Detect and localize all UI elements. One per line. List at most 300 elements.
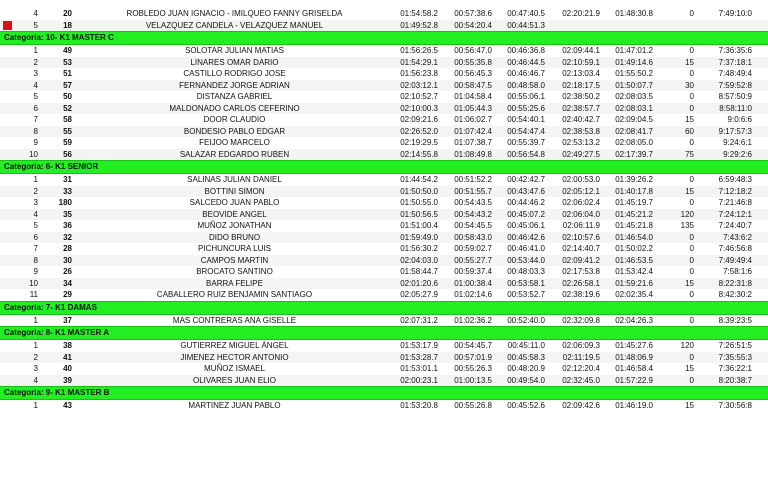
bib-number-cell: 40 bbox=[63, 364, 72, 373]
split-time-2-cell: 01:02:36.2 bbox=[454, 315, 492, 325]
split-time-5-cell: 01:39:26.2 bbox=[615, 175, 653, 184]
split-time-5-cell: 01:55:50.2 bbox=[615, 69, 653, 78]
bib-number-cell: 180 bbox=[58, 198, 72, 207]
split-time-4-cell: 02:06:11.9 bbox=[562, 221, 600, 230]
position-cell: 8 bbox=[33, 255, 38, 265]
split-time-4-cell: 02:38:50.2 bbox=[562, 92, 600, 101]
split-time-2-cell: 00:55:26.8 bbox=[454, 401, 492, 410]
split-time-2-cell: 00:54:45.7 bbox=[454, 341, 492, 350]
bib-number-cell: 56 bbox=[63, 149, 72, 159]
split-time-3-cell: 00:55:06.1 bbox=[507, 92, 545, 101]
split-time-2-cell: 00:59:37.4 bbox=[454, 267, 492, 276]
total-time-cell: 7:26:51:5 bbox=[718, 341, 752, 350]
penalty-cell: 15 bbox=[685, 401, 694, 410]
split-time-1-cell: 02:09:21.6 bbox=[400, 115, 438, 124]
split-time-3-cell: 00:54:40.1 bbox=[507, 115, 545, 124]
position-cell: 1 bbox=[33, 315, 38, 325]
table-row bbox=[0, 220, 768, 232]
bib-number-cell: 57 bbox=[63, 80, 72, 90]
split-time-1-cell: 01:59:49.0 bbox=[400, 232, 438, 242]
split-time-5-cell: 02:08:05.0 bbox=[615, 138, 653, 147]
table-row bbox=[0, 137, 768, 149]
position-cell: 8 bbox=[33, 126, 38, 136]
penalty-cell: 0 bbox=[689, 92, 694, 101]
split-time-1-cell: 02:00:23.1 bbox=[400, 375, 438, 385]
split-time-1-cell: 02:10:00.3 bbox=[400, 103, 438, 113]
split-time-5-cell: 01:45:21.2 bbox=[615, 209, 653, 219]
bib-number-cell: 28 bbox=[63, 244, 72, 253]
split-time-5-cell: 01:47:01.2 bbox=[615, 46, 653, 55]
split-time-1-cell: 02:03:12.1 bbox=[400, 80, 438, 90]
competitor-name-cell: SOLOTAR JULIAN MATIAS bbox=[185, 46, 284, 55]
bib-number-cell: 58 bbox=[63, 115, 72, 124]
split-time-1-cell: 01:54:58.2 bbox=[400, 9, 438, 18]
total-time-cell: 8:39:23:5 bbox=[718, 315, 752, 325]
split-time-5-cell: 01:50:02.2 bbox=[615, 244, 653, 253]
split-time-1-cell: 01:58:44.7 bbox=[400, 267, 438, 276]
split-time-2-cell: 00:57:01.9 bbox=[454, 352, 492, 362]
competitor-name-cell: FEIJOO MARCELO bbox=[199, 138, 270, 147]
bib-number-cell: 29 bbox=[63, 290, 72, 299]
split-time-4-cell: 02:17:53.8 bbox=[562, 267, 600, 276]
bib-number-cell: 53 bbox=[63, 57, 72, 67]
total-time-cell: 7:21:46:8 bbox=[718, 198, 752, 207]
table-row bbox=[0, 197, 768, 209]
split-time-5-cell: 01:45:27.6 bbox=[615, 341, 653, 350]
split-time-4-cell: 02:09:44.1 bbox=[562, 46, 600, 55]
total-time-cell: 7:58:1:6 bbox=[723, 267, 752, 276]
split-time-2-cell: 01:00:38.4 bbox=[454, 278, 492, 288]
split-time-3-cell: 00:46:36.8 bbox=[507, 46, 545, 55]
bib-number-cell: 51 bbox=[63, 69, 72, 78]
table-row bbox=[0, 80, 768, 92]
split-time-4-cell: 02:11:19.5 bbox=[562, 352, 600, 362]
position-cell: 2 bbox=[33, 57, 38, 67]
split-time-2-cell: 01:07:42.4 bbox=[454, 126, 492, 136]
competitor-name-cell: VELAZQUEZ CANDELA - VELAZQUEZ MANUEL bbox=[145, 20, 324, 30]
competitor-name-cell: ROBLEDO JUAN IGNACIO - IMILQUEO FANNY GRISELDA bbox=[126, 9, 343, 18]
split-time-4-cell: 02:32:09.8 bbox=[562, 315, 600, 325]
position-cell: 3 bbox=[33, 69, 38, 78]
split-time-5-cell: 01:46:54.0 bbox=[615, 232, 653, 242]
penalty-cell: 0 bbox=[689, 175, 694, 184]
split-time-3-cell: 00:46:42.6 bbox=[507, 232, 545, 242]
bib-number-cell: 38 bbox=[63, 341, 72, 350]
category-label: Categoria: 10- K1 MASTER C bbox=[4, 33, 114, 42]
table-row bbox=[0, 8, 768, 20]
competitor-name-cell: CABALLERO RUIZ BENJAMIN SANTIAGO bbox=[156, 290, 313, 299]
competitor-name-cell: DOOR CLAUDIO bbox=[203, 115, 266, 124]
split-time-3-cell: 00:48:20.9 bbox=[507, 364, 545, 373]
split-time-1-cell: 01:50:56.5 bbox=[400, 209, 438, 219]
category-header bbox=[0, 301, 768, 315]
total-time-cell: 8:22:31:8 bbox=[718, 278, 752, 288]
split-time-4-cell: 02:32:45.0 bbox=[562, 375, 600, 385]
split-time-3-cell: 00:44:46.2 bbox=[507, 198, 545, 207]
position-cell: 4 bbox=[33, 9, 38, 18]
split-time-5-cell: 02:17:39.7 bbox=[615, 149, 653, 159]
bib-number-cell: 30 bbox=[63, 255, 72, 265]
red-flag-marker bbox=[3, 21, 12, 30]
total-time-cell: 9:24:6:1 bbox=[723, 138, 752, 147]
split-time-3-cell: 00:47:40.5 bbox=[507, 9, 545, 18]
split-time-1-cell: 01:53:20.8 bbox=[400, 401, 438, 410]
penalty-cell: 15 bbox=[685, 278, 694, 288]
position-cell: 1 bbox=[33, 46, 38, 55]
position-cell: 5 bbox=[33, 20, 38, 30]
split-time-4-cell: 02:00:53.0 bbox=[562, 175, 600, 184]
position-cell: 2 bbox=[33, 186, 38, 196]
total-time-cell: 7:48:49:4 bbox=[718, 69, 752, 78]
table-row bbox=[0, 57, 768, 69]
category-label: Categoria: 7- K1 DAMAS bbox=[4, 302, 97, 312]
total-time-cell: 7:43:6:2 bbox=[723, 232, 752, 242]
position-cell: 4 bbox=[33, 375, 38, 385]
split-time-4-cell: 02:38:57.7 bbox=[562, 103, 600, 113]
split-time-3-cell: 00:46:44.5 bbox=[507, 57, 545, 67]
position-cell: 10 bbox=[29, 149, 38, 159]
split-time-3-cell: 00:48:58.0 bbox=[507, 80, 545, 90]
table-row bbox=[0, 375, 768, 387]
category-header bbox=[0, 326, 768, 340]
competitor-name-cell: DIDO BRUNO bbox=[208, 232, 261, 242]
split-time-5-cell: 01:48:30.8 bbox=[615, 9, 653, 18]
penalty-cell: 0 bbox=[689, 198, 694, 207]
position-cell: 5 bbox=[33, 221, 38, 230]
split-time-4-cell: 02:10:59.1 bbox=[562, 57, 600, 67]
split-time-4-cell: 02:20:21.9 bbox=[562, 9, 600, 18]
position-cell: 3 bbox=[33, 198, 38, 207]
split-time-3-cell: 00:52:40.0 bbox=[507, 315, 545, 325]
split-time-3-cell: 00:54:47.4 bbox=[507, 126, 545, 136]
split-time-5-cell: 01:46:53.5 bbox=[615, 255, 653, 265]
bib-number-cell: 31 bbox=[63, 175, 72, 184]
split-time-2-cell: 00:55:35.8 bbox=[454, 57, 492, 67]
split-time-1-cell: 01:49:52.8 bbox=[400, 20, 438, 30]
split-time-2-cell: 00:56:45.3 bbox=[454, 69, 492, 78]
competitor-name-cell: PICHUNCURA LUIS bbox=[198, 244, 271, 253]
split-time-5-cell: 01:45:19.7 bbox=[615, 198, 653, 207]
category-label: Categoria: 8- K1 MASTER A bbox=[4, 328, 110, 337]
split-time-5-cell: 01:57:22.9 bbox=[615, 375, 653, 385]
penalty-cell: 0 bbox=[689, 244, 694, 253]
total-time-cell: 9:29:2:6 bbox=[723, 149, 752, 159]
category-label: Categoria: 6- K1 SENIOR bbox=[4, 162, 99, 171]
split-time-4-cell: 02:09:42.6 bbox=[562, 401, 600, 410]
split-time-1-cell: 01:44:54.2 bbox=[400, 175, 438, 184]
total-time-cell: 7:36:22:1 bbox=[718, 364, 752, 373]
split-time-3-cell: 00:55:25.6 bbox=[507, 103, 545, 113]
split-time-4-cell: 02:38:19.6 bbox=[562, 290, 600, 299]
split-time-3-cell: 00:46:46.7 bbox=[507, 69, 545, 78]
penalty-cell: 60 bbox=[685, 126, 694, 136]
table-row bbox=[0, 103, 768, 115]
split-time-2-cell: 00:55:27.7 bbox=[454, 255, 492, 265]
bib-number-cell: 37 bbox=[63, 315, 72, 325]
penalty-cell: 0 bbox=[689, 290, 694, 299]
total-time-cell: 7:36:35:6 bbox=[718, 46, 752, 55]
split-time-1-cell: 01:56:30.2 bbox=[400, 244, 438, 253]
split-time-4-cell: 02:26:58.1 bbox=[562, 278, 600, 288]
split-time-5-cell: 01:49:14.6 bbox=[615, 57, 653, 67]
split-time-1-cell: 02:26:52.0 bbox=[400, 126, 438, 136]
position-cell: 11 bbox=[29, 290, 38, 299]
competitor-name-cell: CASTILLO RODRIGO JOSE bbox=[183, 69, 286, 78]
category-header bbox=[0, 386, 768, 400]
table-row bbox=[0, 68, 768, 80]
competitor-name-cell: MUÑOZ JONATHAN bbox=[197, 221, 272, 230]
bib-number-cell: 33 bbox=[63, 186, 72, 196]
total-time-cell: 7:59:52:8 bbox=[718, 80, 752, 90]
split-time-2-cell: 00:58:47.5 bbox=[454, 80, 492, 90]
split-time-4-cell: 02:53:13.2 bbox=[562, 138, 600, 147]
split-time-4-cell: 02:49:27.5 bbox=[562, 149, 600, 159]
bib-number-cell: 55 bbox=[63, 126, 72, 136]
split-time-4-cell: 02:06:02.4 bbox=[562, 198, 600, 207]
category-header bbox=[0, 31, 768, 45]
table-row bbox=[0, 45, 768, 57]
penalty-cell: 15 bbox=[685, 57, 694, 67]
split-time-5-cell: 01:50:07.7 bbox=[615, 80, 653, 90]
competitor-name-cell: MARTINEZ JUAN PABLO bbox=[188, 401, 281, 410]
table-row bbox=[0, 340, 768, 352]
split-time-1-cell: 01:53:28.7 bbox=[400, 352, 438, 362]
table-row bbox=[0, 278, 768, 290]
split-time-2-cell: 01:00:13.5 bbox=[454, 375, 492, 385]
penalty-cell: 0 bbox=[689, 352, 694, 362]
split-time-5-cell: 01:45:21.8 bbox=[615, 221, 653, 230]
split-time-5-cell: 02:08:03.1 bbox=[615, 103, 653, 113]
table-row bbox=[0, 363, 768, 375]
table-row bbox=[0, 186, 768, 198]
penalty-cell: 0 bbox=[689, 69, 694, 78]
position-cell: 9 bbox=[33, 267, 38, 276]
table-row bbox=[0, 266, 768, 278]
total-time-cell: 8:20:38:7 bbox=[718, 375, 752, 385]
split-time-5-cell: 02:04:26.3 bbox=[615, 315, 653, 325]
table-row bbox=[0, 149, 768, 161]
table-row bbox=[0, 91, 768, 103]
competitor-name-cell: MAS CONTRERAS ANA GISELLE bbox=[172, 315, 297, 325]
split-time-2-cell: 00:51:52.2 bbox=[454, 175, 492, 184]
split-time-3-cell: 00:49:54.0 bbox=[507, 375, 545, 385]
competitor-name-cell: BONDESIO PABLO EDGAR bbox=[183, 126, 286, 136]
total-time-cell: 7:35:55:3 bbox=[718, 352, 752, 362]
penalty-cell: 0 bbox=[689, 375, 694, 385]
split-time-1-cell: 01:54:29.1 bbox=[400, 57, 438, 67]
split-time-3-cell: 00:48:03.3 bbox=[507, 267, 545, 276]
penalty-cell: 15 bbox=[685, 115, 694, 124]
competitor-name-cell: LINARES OMAR DARIO bbox=[190, 57, 279, 67]
cut-off-row bbox=[0, 489, 768, 498]
bib-number-cell: 39 bbox=[63, 375, 72, 385]
split-time-4-cell: 02:18:17.5 bbox=[562, 80, 600, 90]
bib-number-cell: 32 bbox=[63, 232, 72, 242]
split-time-2-cell: 00:55:26.3 bbox=[454, 364, 492, 373]
category-label: Categoria: 9- K1 MASTER B bbox=[4, 388, 110, 397]
split-time-2-cell: 00:54:20.4 bbox=[454, 20, 492, 30]
position-cell: 4 bbox=[33, 80, 38, 90]
split-time-1-cell: 02:19:29.5 bbox=[400, 138, 438, 147]
competitor-name-cell: MALDONADO CARLOS CEFERINO bbox=[169, 103, 300, 113]
bib-number-cell: 43 bbox=[63, 401, 72, 410]
split-time-2-cell: 01:06:02.7 bbox=[454, 115, 492, 124]
bib-number-cell: 35 bbox=[63, 209, 72, 219]
split-time-2-cell: 01:08:49.8 bbox=[454, 149, 492, 159]
split-time-2-cell: 01:05:44.3 bbox=[454, 103, 492, 113]
split-time-1-cell: 01:56:23.8 bbox=[400, 69, 438, 78]
split-time-5-cell: 02:08:41.7 bbox=[615, 126, 653, 136]
table-row bbox=[0, 255, 768, 267]
competitor-name-cell: BEOVIDE ANGEL bbox=[202, 209, 267, 219]
table-row bbox=[0, 315, 768, 327]
split-time-4-cell: 02:10:57.6 bbox=[562, 232, 600, 242]
table-row bbox=[0, 289, 768, 301]
position-cell: 1 bbox=[33, 175, 38, 184]
position-cell: 7 bbox=[33, 244, 38, 253]
table-row bbox=[0, 243, 768, 255]
split-time-2-cell: 01:02:14.6 bbox=[454, 290, 492, 299]
total-time-cell: 6:59:48:3 bbox=[718, 175, 752, 184]
total-time-cell: 8:58:11:0 bbox=[719, 103, 752, 113]
penalty-cell: 0 bbox=[689, 232, 694, 242]
position-cell: 2 bbox=[33, 352, 38, 362]
table-row bbox=[0, 114, 768, 126]
split-time-3-cell: 00:45:06.1 bbox=[507, 221, 545, 230]
split-time-4-cell: 02:06:04.0 bbox=[562, 209, 600, 219]
bib-number-cell: 59 bbox=[63, 138, 72, 147]
penalty-cell: 0 bbox=[689, 315, 694, 325]
split-time-1-cell: 02:01:20.6 bbox=[400, 278, 438, 288]
competitor-name-cell: DISTANZA GABRIEL bbox=[196, 92, 273, 101]
total-time-cell: 8:57:50:9 bbox=[718, 92, 752, 101]
penalty-cell: 15 bbox=[685, 186, 694, 196]
position-cell: 5 bbox=[33, 92, 38, 101]
split-time-3-cell: 00:45:58.3 bbox=[507, 352, 545, 362]
penalty-cell: 30 bbox=[685, 80, 694, 90]
split-time-3-cell: 00:45:07.2 bbox=[507, 209, 545, 219]
competitor-name-cell: MUÑOZ ISMAEL bbox=[204, 364, 265, 373]
table-row bbox=[0, 174, 768, 186]
total-time-cell: 7:24:40:7 bbox=[718, 221, 752, 230]
bib-number-cell: 41 bbox=[63, 352, 72, 362]
split-time-1-cell: 01:50:50.0 bbox=[400, 186, 438, 196]
position-cell: 3 bbox=[33, 364, 38, 373]
split-time-5-cell: 02:02:35.4 bbox=[615, 290, 653, 299]
table-row bbox=[0, 126, 768, 138]
bib-number-cell: 26 bbox=[63, 267, 72, 276]
competitor-name-cell: OLIVARES JUAN ELIO bbox=[193, 375, 276, 385]
position-cell: 1 bbox=[33, 401, 38, 410]
split-time-1-cell: 02:07:31.2 bbox=[400, 315, 438, 325]
table-row bbox=[0, 20, 768, 32]
split-time-3-cell: 00:53:44.0 bbox=[507, 255, 545, 265]
total-time-cell: 8:42:30:2 bbox=[718, 290, 752, 299]
split-time-1-cell: 01:51:00.4 bbox=[400, 221, 438, 230]
split-time-4-cell: 02:40:42.7 bbox=[562, 115, 600, 124]
split-time-4-cell: 02:05:12.1 bbox=[562, 186, 600, 196]
position-cell: 1 bbox=[33, 341, 38, 350]
competitor-name-cell: FERNANDEZ JORGE ADRIAN bbox=[179, 80, 290, 90]
split-time-3-cell: 00:53:58.1 bbox=[507, 278, 545, 288]
penalty-cell: 0 bbox=[689, 255, 694, 265]
position-cell: 9 bbox=[33, 138, 38, 147]
bib-number-cell: 34 bbox=[63, 278, 72, 288]
split-time-2-cell: 00:54:45.5 bbox=[454, 221, 492, 230]
penalty-cell: 15 bbox=[685, 364, 694, 373]
split-time-3-cell: 00:42:42.7 bbox=[507, 175, 545, 184]
bib-number-cell: 20 bbox=[63, 9, 72, 18]
split-time-5-cell: 01:46:19.0 bbox=[615, 401, 653, 410]
split-time-4-cell: 02:38:53.8 bbox=[562, 126, 600, 136]
table-row bbox=[0, 209, 768, 221]
competitor-name-cell: CAMPOS MARTIN bbox=[200, 255, 269, 265]
split-time-4-cell: 02:09:41.2 bbox=[562, 255, 600, 265]
split-time-5-cell: 02:09:04.5 bbox=[615, 115, 653, 124]
penalty-cell: 120 bbox=[680, 209, 694, 219]
position-cell: 10 bbox=[29, 278, 38, 288]
penalty-cell: 120 bbox=[680, 341, 694, 350]
split-time-3-cell: 00:46:41.0 bbox=[507, 244, 545, 253]
total-time-cell: 7:24:12:1 bbox=[718, 209, 752, 219]
total-time-cell: 7:37:18:1 bbox=[718, 57, 752, 67]
split-time-4-cell: 02:12:20.4 bbox=[562, 364, 600, 373]
category-header bbox=[0, 160, 768, 174]
competitor-name-cell: SALCEDO JUAN PABLO bbox=[189, 198, 280, 207]
split-time-5-cell: 01:40:17.8 bbox=[615, 186, 653, 196]
split-time-2-cell: 01:04:58.4 bbox=[454, 92, 492, 101]
split-time-5-cell: 02:08:03.5 bbox=[615, 92, 653, 101]
split-time-3-cell: 00:53:52.7 bbox=[507, 290, 545, 299]
penalty-cell: 0 bbox=[689, 9, 694, 18]
split-time-3-cell: 00:55:39.7 bbox=[507, 138, 545, 147]
penalty-cell: 75 bbox=[685, 149, 694, 159]
penalty-cell: 0 bbox=[689, 103, 694, 113]
results-table bbox=[0, 8, 768, 412]
bib-number-cell: 49 bbox=[63, 46, 72, 55]
split-time-1-cell: 01:50:55.0 bbox=[400, 198, 438, 207]
split-time-1-cell: 02:05:27.9 bbox=[400, 290, 438, 299]
bib-number-cell: 50 bbox=[63, 92, 72, 101]
total-time-cell: 7:49:49:4 bbox=[718, 255, 752, 265]
split-time-4-cell: 02:06:09.3 bbox=[562, 341, 600, 350]
split-time-2-cell: 00:57:38.6 bbox=[454, 9, 492, 18]
total-time-cell: 7:12:18:2 bbox=[718, 186, 752, 196]
table-row bbox=[0, 352, 768, 364]
competitor-name-cell: BARRA FELIPE bbox=[206, 278, 263, 288]
split-time-2-cell: 00:56:47.0 bbox=[454, 46, 492, 55]
split-time-1-cell: 01:56:26.5 bbox=[400, 46, 438, 55]
split-time-1-cell: 02:04:03.0 bbox=[400, 255, 438, 265]
total-time-cell: 7:30:56:8 bbox=[718, 401, 752, 410]
split-time-5-cell: 01:48:06.9 bbox=[615, 352, 653, 362]
bib-number-cell: 52 bbox=[63, 103, 72, 113]
penalty-cell: 0 bbox=[689, 138, 694, 147]
split-time-1-cell: 02:14:55.8 bbox=[400, 149, 438, 159]
position-cell: 6 bbox=[33, 232, 38, 242]
split-time-3-cell: 00:45:52.6 bbox=[507, 401, 545, 410]
total-time-cell: 7:49:10:0 bbox=[718, 9, 752, 18]
penalty-cell: 135 bbox=[680, 221, 694, 230]
split-time-2-cell: 01:07:38.7 bbox=[454, 138, 492, 147]
total-time-cell: 9:0:6:6 bbox=[727, 115, 752, 124]
split-time-5-cell: 01:53:42.4 bbox=[615, 267, 653, 276]
split-time-1-cell: 01:53:01.1 bbox=[400, 364, 438, 373]
competitor-name-cell: JIMENEZ HECTOR ANTONIO bbox=[180, 352, 289, 362]
total-time-cell: 9:17:57:3 bbox=[718, 126, 752, 136]
competitor-name-cell: GUTIERREZ MIGUEL ÁNGEL bbox=[180, 341, 289, 350]
table-row bbox=[0, 400, 768, 412]
